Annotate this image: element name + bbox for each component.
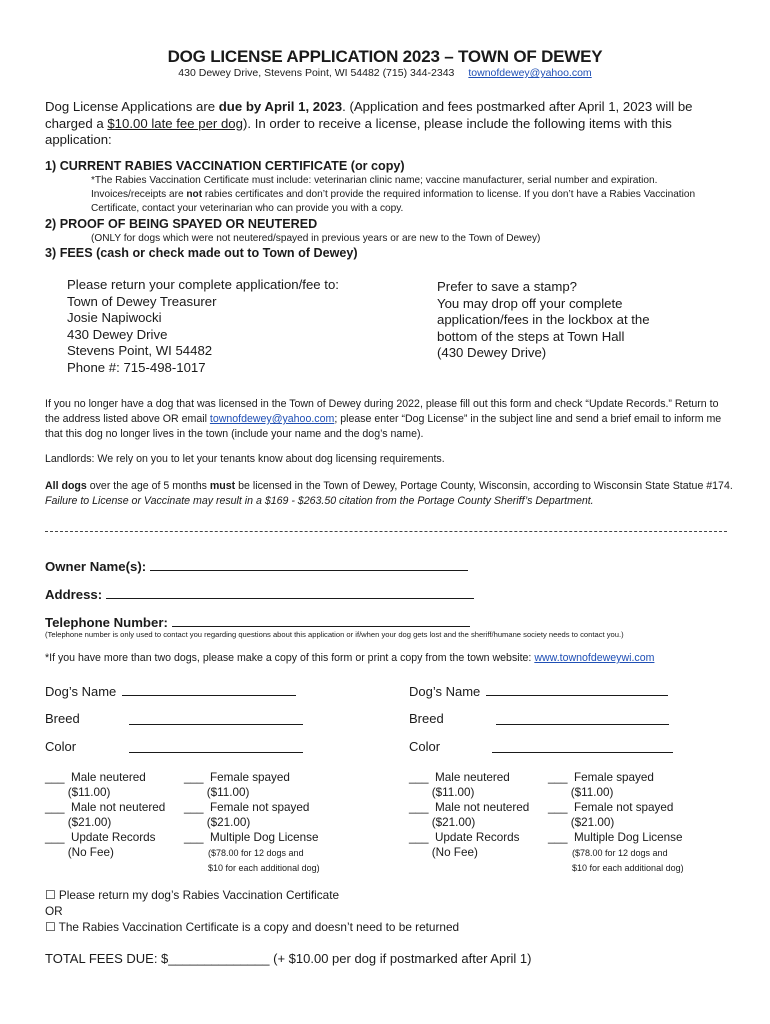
- item-spay-note: (ONLY for dogs which were not neutered/spayed in previous years or are new to the Town of Dewey): [91, 233, 541, 244]
- dog1-name-blank[interactable]: [122, 683, 296, 696]
- dog2-color-field[interactable]: [409, 739, 440, 754]
- no-longer-paragraph: [45, 397, 735, 442]
- return-address: Please return your complete application/fee to: Town of Dewey Treasurer Josie Napiwocki 430 Dewey Drive Stevens Point, WI 54482 Phone #: 715-498-1017: [67, 277, 339, 375]
- dog1-male-options[interactable]: ___ Male neutered ($11.00) ___ Male not neutered ($21.00) ___ Update Records (No Fee): [45, 771, 166, 859]
- dog2-color-blank[interactable]: [492, 740, 673, 753]
- return-certificate-checkbox[interactable]: ☐ Please return my dog’s Rabies Vaccination Certificate: [45, 888, 340, 902]
- owner-name-blank[interactable]: [150, 558, 468, 571]
- dog2-multiple-note: ($78.00 for 12 dogs and $10 for each additional dog): [572, 848, 684, 873]
- para-text: If you no longer have a dog that was licensed in the Town of Dewey during 2022, please fill out this form and check “Update Records.” Return to the address listed above OR email: [45, 398, 719, 425]
- para-text: over the age of 5 months: [86, 480, 210, 492]
- item-rabies-note: [91, 174, 731, 216]
- para-emphasis: All dogs: [45, 480, 87, 492]
- dog2-name-blank[interactable]: [486, 683, 668, 696]
- all-dogs-paragraph: [45, 479, 735, 509]
- address-blank[interactable]: [106, 586, 474, 599]
- intro-text: . (Application and fees postmarked after April 1, 2023 will be charged a: [45, 99, 693, 131]
- dog2-name-field[interactable]: [409, 683, 668, 699]
- para-emphasis: must: [209, 480, 236, 492]
- dog1-multiple-note: ($78.00 for 12 dogs and $10 for each additional dog): [208, 848, 320, 873]
- late-fee-note: (+ $10.00 per dog if postmarked after April 1): [269, 951, 532, 966]
- color-label: Color: [409, 739, 441, 754]
- note-text: rabies certificates and don’t provide the required information to license. If you don’t have a Rabies Vaccination Certificate, contact your veterinarian who can provide you with a copy.: [91, 189, 696, 214]
- telephone-blank[interactable]: [172, 614, 470, 627]
- dog1-breed-blank[interactable]: [129, 712, 303, 725]
- town-website-link[interactable]: www.townofdeweywi.com: [534, 652, 655, 664]
- due-date: due by April 1, 2023: [218, 99, 343, 114]
- citation-warning: Failure to License or Vaccinate may result in a $169 - $263.50 citation from the Portage County Sheriff’s Department.: [45, 495, 594, 507]
- note-text: *The Rabies Vaccination Certificate must include: veterinarian clinic name; vaccine manufacturer, serial number and expiration. Invoices/receipts are: [91, 175, 658, 200]
- total-fees-blank[interactable]: ______________: [168, 951, 270, 966]
- cut-line-divider: [45, 531, 727, 532]
- address-field[interactable]: [45, 586, 474, 602]
- telephone-field[interactable]: [45, 614, 470, 630]
- intro-paragraph: [45, 99, 735, 149]
- dog2-breed-blank[interactable]: [496, 712, 669, 725]
- telephone-note: (Telephone number is only used to contact you regarding questions about this application or if/when your dog gets lost and the sheriff/humane society needs to contact you.): [45, 630, 624, 639]
- intro-text: Dog License Applications are: [45, 99, 219, 114]
- address-text: 430 Dewey Drive, Stevens Point, WI 54482 (715) 344-2343: [178, 67, 455, 79]
- dog1-name-field[interactable]: [45, 683, 296, 699]
- note-emphasis: not: [186, 189, 203, 200]
- para-text: be licensed in the Town of Dewey, Portage County, Wisconsin, according to Wisconsin State Statue #174.: [235, 480, 733, 492]
- intro-text: ). In order to receive a license, please include the following items with this application:: [45, 115, 672, 147]
- page-title: DOG LICENSE APPLICATION 2023 – TOWN OF DEWEY: [167, 47, 603, 66]
- address-label: Address:: [45, 587, 103, 602]
- or-label: OR: [45, 904, 63, 918]
- para-text: ; please enter “Dog License” in the subject line and send a brief email to inform me that this dog no longer lives in the town (include your name and the dog’s name).: [45, 413, 722, 440]
- item-spay-title: 2) PROOF OF BEING SPAYED OR NEUTERED: [45, 217, 318, 231]
- breed-label: Breed: [45, 711, 80, 726]
- dog1-breed-field[interactable]: [45, 711, 80, 726]
- dog2-male-options[interactable]: ___ Male neutered ($11.00) ___ Male not neutered ($21.00) ___ Update Records (No Fee): [409, 771, 530, 859]
- email-link[interactable]: townofdewey@yahoo.com: [209, 413, 335, 425]
- late-fee: $10.00 late fee per dog: [107, 115, 243, 131]
- contact-line: [0, 67, 770, 79]
- dog2-breed-field[interactable]: [409, 711, 444, 726]
- item-rabies-title: 1) CURRENT RABIES VACCINATION CERTIFICATE (or copy): [45, 159, 405, 173]
- copy-note-text: *If you have more than two dogs, please make a copy of this form or print a copy from the town website:: [45, 652, 535, 664]
- total-fees-row: [45, 951, 531, 966]
- total-fees-label: TOTAL FEES DUE: $: [45, 951, 169, 966]
- dog2-female-options[interactable]: ___ Female spayed ($11.00) ___ Female not spayed ($21.00) ___ Multiple Dog License: [548, 771, 683, 844]
- dog-name-label: Dog’s Name: [45, 684, 117, 699]
- copy-certificate-checkbox[interactable]: ☐ The Rabies Vaccination Certificate is a copy and doesn’t need to be returned: [45, 920, 460, 934]
- breed-label: Breed: [409, 711, 444, 726]
- owner-name-field[interactable]: [45, 558, 468, 574]
- color-label: Color: [45, 739, 77, 754]
- item-fees-title: 3) FEES (cash or check made out to Town of Dewey): [45, 246, 358, 260]
- dog-name-label: Dog’s Name: [409, 684, 481, 699]
- telephone-label: Telephone Number:: [45, 615, 168, 630]
- drop-off-info: Prefer to save a stamp? You may drop off your complete application/fees in the lockbox at the bottom of the steps at Town Hall (430 Dewey Drive): [437, 279, 650, 361]
- dog1-color-field[interactable]: [45, 739, 76, 754]
- email-link[interactable]: townofdewey@yahoo.com: [468, 67, 592, 79]
- copy-form-note: [45, 652, 654, 664]
- dog1-female-options[interactable]: ___ Female spayed ($11.00) ___ Female not spayed ($21.00) ___ Multiple Dog License: [184, 771, 319, 844]
- landlords-paragraph: Landlords: We rely on you to let your tenants know about dog licensing requirements.: [45, 453, 445, 465]
- dog1-color-blank[interactable]: [129, 740, 303, 753]
- owner-name-label: Owner Name(s):: [45, 559, 147, 574]
